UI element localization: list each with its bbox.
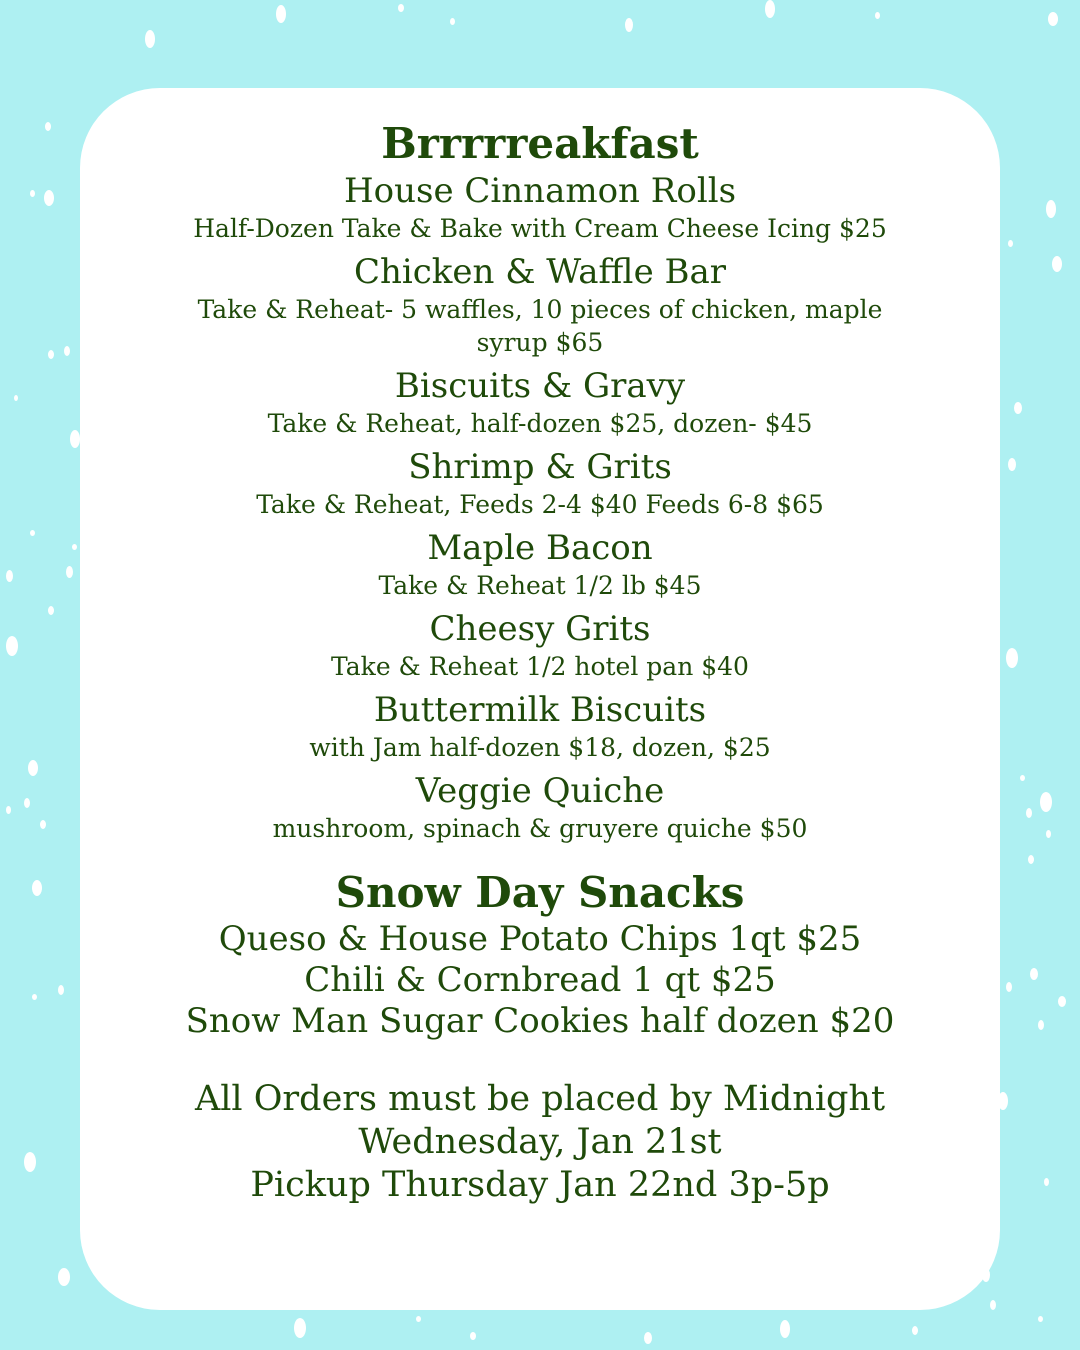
- snowflake: [1026, 808, 1032, 818]
- snowflake: [48, 350, 54, 359]
- snack-item: Snow Man Sugar Cookies half dozen $20: [185, 1001, 895, 1041]
- snowflake: [64, 346, 70, 356]
- item-description: Take & Reheat, Feeds 2-4 $40 Feeds 6-8 $65: [256, 490, 824, 519]
- snowflake: [1046, 830, 1051, 838]
- snowflake: [30, 530, 35, 536]
- snowflake: [1058, 996, 1066, 1007]
- snowflake: [30, 190, 35, 197]
- snowflake: [24, 1152, 36, 1172]
- menu-item: [80, 689, 1000, 764]
- snowflake: [6, 570, 13, 582]
- snowflake: [450, 18, 455, 25]
- breakfast-title: Brrrrreakfast: [381, 119, 699, 168]
- snowflake: [72, 544, 77, 550]
- snowflake: [44, 190, 54, 206]
- snowflake: [1052, 256, 1062, 272]
- order-deadline: All Orders must be placed by Midnight: [194, 1079, 886, 1119]
- item-name: Chicken & Waffle Bar: [353, 252, 727, 292]
- item-description: with Jam half-dozen $18, dozen, $25: [309, 733, 771, 762]
- pickup-time: Pickup Thursday Jan 22nd 3p-5p: [250, 1165, 830, 1205]
- menu-item: [80, 446, 1000, 521]
- item-name: Shrimp & Grits: [408, 447, 672, 487]
- snowflake: [145, 30, 155, 48]
- snacks-title: Snow Day Snacks: [335, 868, 745, 917]
- snowflake: [1046, 200, 1056, 218]
- item-name: Maple Bacon: [427, 528, 653, 568]
- snowflake: [48, 606, 54, 615]
- snowflake: [276, 5, 286, 23]
- snowflake: [40, 820, 46, 829]
- snowflake: [1030, 968, 1038, 980]
- menu-card: [80, 88, 1000, 1310]
- snowflake: [644, 1332, 652, 1344]
- menu-item: [80, 527, 1000, 602]
- snowflake: [294, 1318, 306, 1338]
- snowflake: [45, 122, 51, 131]
- snowflake: [1028, 855, 1034, 864]
- item-description: Take & Reheat 1/2 hotel pan $40: [331, 652, 749, 681]
- snowflake: [1038, 1316, 1043, 1322]
- snowflake: [32, 994, 37, 1000]
- snowflake: [1020, 775, 1025, 781]
- snack-item: Chili & Cornbread 1 qt $25: [304, 960, 776, 1000]
- snowflake: [70, 430, 80, 448]
- snowflake: [990, 1300, 996, 1310]
- snowflake: [875, 12, 880, 19]
- item-description: Take & Reheat, half-dozen $25, dozen- $45: [267, 409, 813, 438]
- snowflake: [780, 1320, 790, 1338]
- snowflake: [1008, 458, 1016, 471]
- menu-item: [80, 365, 1000, 440]
- snowflake: [912, 1326, 918, 1335]
- menu-item: [80, 608, 1000, 683]
- snowflake: [24, 798, 30, 808]
- snowflake: [1008, 240, 1013, 247]
- snowflake: [6, 806, 11, 814]
- item-name: Cheesy Grits: [429, 609, 651, 649]
- snowflake: [58, 985, 64, 995]
- item-name: House Cinnamon Rolls: [343, 171, 737, 211]
- snowflake: [1014, 402, 1022, 414]
- snowflake: [1040, 792, 1052, 812]
- item-description: Take & Reheat- 5 waffles, 10 pieces of chicken, maple syrup $65: [197, 295, 883, 357]
- snowflake: [1048, 12, 1058, 26]
- menu-item: [80, 251, 1000, 359]
- item-name: Biscuits & Gravy: [394, 366, 686, 406]
- snowflake: [1006, 982, 1012, 992]
- snowflake: [398, 4, 404, 12]
- snack-item: Queso & House Potato Chips 1qt $25: [218, 919, 862, 959]
- snowflake: [28, 760, 38, 776]
- snowflake: [1044, 1178, 1049, 1186]
- item-description: Half-Dozen Take & Bake with Cream Cheese Icing $25: [193, 214, 887, 243]
- snowflake: [32, 880, 42, 896]
- item-description: mushroom, spinach & gruyere quiche $50: [272, 814, 808, 843]
- item-description: Take & Reheat 1/2 lb $45: [378, 571, 702, 600]
- menu-item: [80, 770, 1000, 845]
- snowflake: [625, 18, 633, 32]
- snowflake: [416, 1316, 421, 1322]
- order-info: [80, 1078, 1000, 1207]
- snowflake: [765, 0, 775, 18]
- snowflake: [14, 395, 18, 401]
- snowflake: [6, 636, 18, 656]
- snowflake: [1038, 1020, 1044, 1030]
- snowflake: [1006, 648, 1018, 668]
- snowflake: [66, 566, 73, 578]
- item-name: Buttermilk Biscuits: [373, 690, 707, 730]
- snowflake: [470, 1332, 476, 1340]
- item-name: Veggie Quiche: [415, 771, 665, 811]
- snowflake: [58, 1268, 70, 1286]
- menu-item: [80, 170, 1000, 245]
- order-deadline-date: Wednesday, Jan 21st: [358, 1122, 722, 1162]
